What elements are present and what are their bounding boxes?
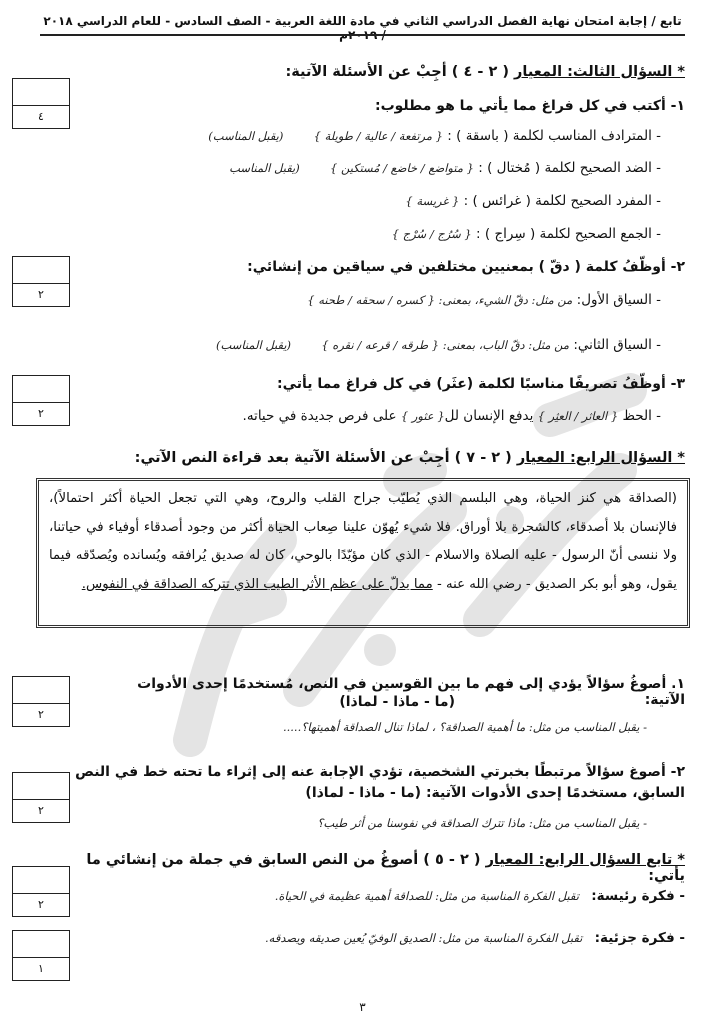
q4b-main-idea [85, 888, 685, 904]
q3-title [85, 64, 685, 80]
q3-item1-line [81, 128, 661, 144]
main-idea-answer: تقبل الفكرة المناسبة من مثل: للصداقة أهمية عظيمة في الحياة. [274, 889, 579, 903]
line-answer: { سُرُج / سُرْج } [391, 227, 472, 241]
line-mid: يدفع الإنسان لل [444, 408, 534, 424]
score-value: ٢ [38, 288, 44, 301]
line-answer: { مرتفعة / عالية / طويلة } [313, 129, 443, 143]
answer-2: { عثور } [400, 409, 445, 423]
q4b-title [45, 852, 685, 884]
score-value: ١ [38, 962, 44, 975]
q4-title [45, 450, 685, 466]
prompt-text: ٢- أصوغ سؤالاً مرتبطًا بخبرتي الشخصية، تؤدي الإجابة عنه إلى إثراء ما تحته خط في النص السابق، مستخدمًا إحدى الأدوات الآتية: [75, 764, 685, 801]
q4-item2-score-box [12, 772, 70, 823]
prompt-tools: (ما - ماذا - لماذا) [305, 785, 422, 801]
score-value: ٢ [38, 898, 44, 911]
line-end: على فرص جديدة في حياته. [242, 408, 397, 424]
q3-item3-score-box [12, 375, 70, 426]
header-divider [40, 34, 685, 36]
sub-idea-label: - فكرة جزئية: [594, 930, 685, 946]
line-answer: { غريسة } [405, 194, 460, 208]
q3-item1-line [81, 226, 661, 242]
line-text: - الضد الصحيح لكلمة ( مُختال ) : [478, 160, 661, 176]
line-note: (يقبل المناسب [229, 161, 300, 175]
q4-item1-score-box [12, 676, 70, 727]
q3-score-value: ٤ [38, 110, 44, 123]
score-value: ٢ [38, 407, 44, 420]
q3-title-label: * السؤال الثالث: المعيار [514, 64, 685, 80]
line-note: (يقبل المناسب) [208, 129, 284, 143]
q4-item1-prompt: ١. أصوغُ سؤالاً يؤدي إلى فهم ما بين القوسين في النص، مُستخدمًا إحدى الأدوات الآتية: [137, 676, 685, 708]
context-note: (يقبل المناسب) [215, 338, 292, 352]
q3-item3-prompt: ٣- أوظّفُ تصريفًا مناسبًا لكلمة (عثَر) في كل فراغ مما يأتي: [276, 376, 685, 392]
q4-item1-answer: - يقبل المناسب من مثل: ما أهمية الصداقة؟ ، لماذا تنال الصداقة أهميتها؟..... [282, 720, 647, 734]
passage-text: (الصداقة هي كنز الحياة، وهي البلسم الذي يُطيّب جراح القلب والروح، وهي التي تجعل الحياة أكثر احتمالاً)، فالإنسان بلا أصدقاء، كالشجرة بلا أوراق. فلا شيء يُهوّن علينا صِعاب الحياة أكثر من وجود أصدقاء أوفياء في حياتنا، ولا ننسى أنّ الرسول - عليه الصلاة والاسلام - الذي كان مؤيّدًا بالوحي، كان له صديق يُرافقه ويُسانده ويُصدّقه فيما يقول، وهو أبو بكر الصديق - رضي الله عنه - [49, 491, 677, 592]
q3-title-rest: ( ٢ - ٤ ) أجِبْ عن الأسئلة الآتية: [285, 64, 509, 80]
context-answer: من مثل: دقّ الشيء، بمعنى: { كسره / سحقه / طحنه } [307, 293, 573, 307]
q3-item2-context1 [81, 292, 661, 308]
q4-item2-prompt [70, 762, 685, 804]
passage-underlined: مما يدلّ على عظم الأثر الطيب الذي تتركه الصداقة في النفوس. [81, 576, 433, 592]
score-value: ٢ [38, 804, 44, 817]
q4b-title-label: * تابع السؤال الرابع: المعيار [485, 852, 685, 868]
line-start: - الحظ [622, 408, 661, 424]
page-header: تابع / إجابة امتحان نهاية الفصل الدراسي الثاني في مادة اللغة العربية - الصف السادس - للعام الدراسي ٢٠١٨ / ٢٠١٩م [43, 14, 682, 42]
line-answer: { متواضع / خاضع / مُستكين } [330, 161, 474, 175]
main-idea-label: - فكرة رئيسة: [591, 888, 685, 904]
page-number: ٣ [359, 1000, 366, 1014]
q4-title-rest: ( ٢ - ٧ ) أجِبْ عن الأسئلة الآتية بعد قراءة النص الآتي: [134, 450, 512, 466]
q4-title-label: * السؤال الرابع: المعيار [516, 450, 685, 466]
q3-item1-line [81, 160, 661, 176]
q3-score-box [12, 78, 70, 129]
q4b-main-score-box [12, 866, 70, 917]
q4-item1-tools: (ما - ماذا - لماذا) [339, 694, 455, 710]
context-answer: من مثل: دقّ الباب، بمعنى: { طرقه / قرعه / نقره } [321, 338, 570, 352]
q3-item3-line [81, 408, 661, 424]
q4-item2-answer: - يقبل المناسب من مثل: ماذا تترك الصداقة في نفوسنا من أثر طيب؟ [317, 816, 647, 830]
context-label: - السياق الثاني: [573, 337, 661, 353]
line-text: - الجمع الصحيح لكلمة ( سِراج ) : [476, 226, 661, 242]
q3-item1-line [81, 193, 661, 209]
q3-item2-context2 [81, 337, 661, 353]
q3-item1-prompt: ١- أكتب في كل فراغ مما يأتي ما هو مطلوب: [374, 98, 685, 114]
sub-idea-answer: تقبل الفكرة المناسبة من مثل: الصديق الوفيّ يُعين صديقه ويصدقه. [265, 931, 583, 945]
line-text: - المفرد الصحيح لكلمة ( غرائس ) : [463, 193, 661, 209]
line-text: - المترادف المناسب لكلمة ( باسقة ) : [447, 128, 661, 144]
answer-1: { العاثر / العثِر } [537, 409, 619, 423]
q3-item2-prompt: ٢- أوظّفُ كلمة ( دقّ ) بمعنيين مختلفين في سياقين من إنشائي: [247, 259, 685, 275]
q3-item2-score-box [12, 256, 70, 307]
q4b-sub-score-box [12, 930, 70, 981]
q4b-sub-idea [85, 930, 685, 946]
q4b-title-rest: ( ٢ - ٥ ) أصوغُ من النص السابق في جملة من إنشائي ما يأتي: [86, 852, 685, 884]
reading-passage [36, 478, 690, 628]
score-value: ٢ [38, 708, 44, 721]
context-label: - السياق الأول: [576, 292, 661, 308]
